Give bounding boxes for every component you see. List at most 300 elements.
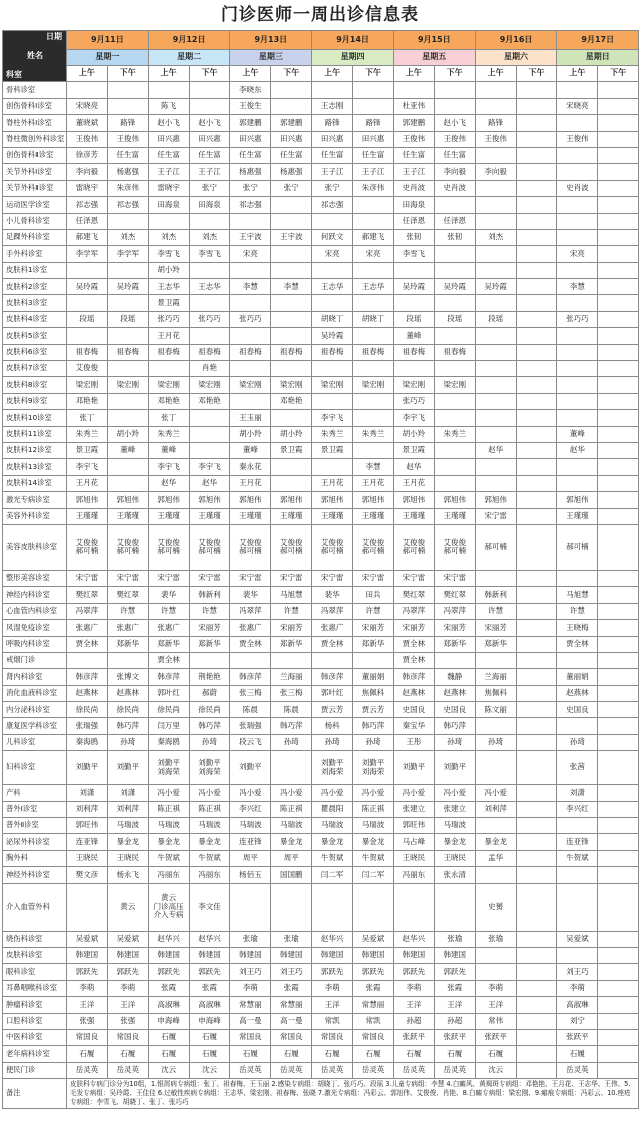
doctor-cell bbox=[475, 82, 516, 98]
doctor-cell: 刘利萍 bbox=[475, 801, 516, 817]
doctor-cell: 王瑾瑾 bbox=[557, 508, 598, 524]
department-cell: 皮肤科4诊室 bbox=[3, 311, 67, 327]
department-cell: 皮肤科1诊室 bbox=[3, 262, 67, 278]
doctor-cell: 董峰 bbox=[393, 328, 434, 344]
doctor-cell bbox=[516, 850, 557, 866]
doctor-cell: 郑新华 bbox=[148, 636, 189, 652]
doctor-cell: 许慧 bbox=[148, 603, 189, 619]
doctor-cell: 刘利萍 bbox=[67, 801, 108, 817]
doctor-cell bbox=[557, 361, 598, 377]
doctor-cell: 冯小爱 bbox=[475, 785, 516, 801]
doctor-cell: 梁宏刚 bbox=[230, 377, 271, 393]
doctor-cell bbox=[312, 262, 353, 278]
notes-text: 皮肤科专病门诊分为10组，1.银屑病专病组：张丁、祖春梅、王玉丽 2.感染专病组：胡晓丁、张巧巧、段瑶 3.儿童专病组：李慧 4.白癜风、黄褐斑专病组：邓艳艳、王月花、王志华、王伟、5.毛发专病组：吴玲霞、王佳佳 6.过敏性疾病专病组：王志华、梁宏刚、祖春梅、张晓 7.激光专病组：冯彩云、郭旭伟、艾俊俊、肖艳、8.白癜专病组：梁宏刚、9.瘢痕专病组：冯彩云、10.痤疮专病组：李雪飞、胡晓丁、张丁、张巧巧 bbox=[67, 1079, 639, 1109]
doctor-cell bbox=[598, 603, 639, 619]
doctor-cell: 任泽恩 bbox=[434, 213, 475, 229]
doctor-cell: 沈云 bbox=[148, 1062, 189, 1078]
doctor-cell: 石履 bbox=[353, 1046, 394, 1062]
doctor-cell: 韩巧萍 bbox=[107, 718, 148, 734]
doctor-cell: 王瑾瑾 bbox=[271, 508, 312, 524]
doctor-cell: 暴金龙 bbox=[312, 834, 353, 850]
doctor-cell bbox=[598, 947, 639, 963]
doctor-cell: 李学军 bbox=[67, 246, 108, 262]
doctor-cell bbox=[516, 147, 557, 163]
table-row bbox=[3, 262, 639, 278]
pm-header: 下午 bbox=[516, 66, 557, 82]
doctor-cell: 宋亮 bbox=[353, 246, 394, 262]
doctor-cell: 王俊伟 bbox=[67, 131, 108, 147]
table-row bbox=[3, 442, 639, 458]
doctor-cell: 贾云芳 bbox=[353, 702, 394, 718]
doctor-cell: 刘杰 bbox=[148, 229, 189, 245]
doctor-cell bbox=[434, 328, 475, 344]
doctor-cell bbox=[516, 508, 557, 524]
doctor-cell: 樊文彦 bbox=[67, 867, 108, 883]
doctor-cell: 田兴惠 bbox=[148, 131, 189, 147]
doctor-cell: 马瑞波 bbox=[312, 818, 353, 834]
department-cell: 戒烟门诊 bbox=[3, 652, 67, 668]
table-row bbox=[3, 603, 639, 619]
doctor-cell: 吴玲霞 bbox=[434, 279, 475, 295]
department-cell: 康复医学科诊室 bbox=[3, 718, 67, 734]
doctor-cell: 马瑞波 bbox=[271, 818, 312, 834]
doctor-cell: 宋晓亮 bbox=[557, 98, 598, 114]
doctor-cell: 闫万里 bbox=[148, 718, 189, 734]
doctor-cell: 陈飞 bbox=[148, 98, 189, 114]
doctor-cell: 李向毅 bbox=[475, 164, 516, 180]
table-row bbox=[3, 213, 639, 229]
doctor-cell: 石履 bbox=[271, 1046, 312, 1062]
doctor-cell bbox=[475, 295, 516, 311]
doctor-cell: 祖春梅 bbox=[393, 344, 434, 360]
doctor-cell: 张瑞强 bbox=[230, 718, 271, 734]
doctor-cell: 杨佰玉 bbox=[230, 867, 271, 883]
doctor-cell: 王晓民 bbox=[67, 850, 108, 866]
doctor-cell bbox=[107, 652, 148, 668]
department-cell: 烧伤科诊室 bbox=[3, 931, 67, 947]
doctor-cell bbox=[67, 82, 108, 98]
doctor-cell bbox=[475, 328, 516, 344]
doctor-cell: 王俊伟 bbox=[434, 131, 475, 147]
doctor-cell: 裴华 bbox=[148, 587, 189, 603]
doctor-cell: 李兴红 bbox=[557, 801, 598, 817]
notes-row bbox=[3, 1079, 639, 1109]
doctor-cell: 朱彦伟 bbox=[107, 180, 148, 196]
doctor-cell: 岳灵英 bbox=[67, 1062, 108, 1078]
doctor-cell: 王洋 bbox=[434, 997, 475, 1013]
doctor-cell: 郭旭伟 bbox=[189, 492, 230, 508]
doctor-cell bbox=[271, 361, 312, 377]
table-row bbox=[3, 850, 639, 866]
doctor-cell bbox=[516, 636, 557, 652]
department-cell: 中医科诊室 bbox=[3, 1029, 67, 1045]
ampm-row bbox=[3, 66, 639, 82]
doctor-cell: 韩彦萍 bbox=[312, 669, 353, 685]
doctor-cell: 徐民尚 bbox=[67, 702, 108, 718]
doctor-cell: 冯翠萍 bbox=[230, 603, 271, 619]
table-row bbox=[3, 393, 639, 409]
doctor-cell bbox=[598, 636, 639, 652]
department-cell: 皮肤科10诊室 bbox=[3, 410, 67, 426]
doctor-cell: 梁宏刚 bbox=[67, 377, 108, 393]
doctor-cell: 常国良 bbox=[353, 1029, 394, 1045]
doctor-cell: 景卫霞 bbox=[67, 442, 108, 458]
weekday-header: 星期六 bbox=[475, 50, 557, 66]
doctor-cell: 刘勤平 bbox=[230, 751, 271, 785]
doctor-cell: 宋宁雷 bbox=[67, 570, 108, 586]
doctor-cell bbox=[557, 393, 598, 409]
doctor-cell: 韩巧萍 bbox=[271, 718, 312, 734]
doctor-cell: 郑新华 bbox=[107, 636, 148, 652]
doctor-cell: 王志华 bbox=[312, 279, 353, 295]
doctor-cell: 王洋 bbox=[393, 997, 434, 1013]
table-row bbox=[3, 1029, 639, 1045]
doctor-cell: 石履 bbox=[148, 1046, 189, 1062]
doctor-cell: 韩建国 bbox=[148, 947, 189, 963]
table-row bbox=[3, 931, 639, 947]
doctor-cell: 赵华兴 bbox=[148, 931, 189, 947]
doctor-cell: 任泽恩 bbox=[393, 213, 434, 229]
doctor-cell bbox=[434, 262, 475, 278]
department-cell: 皮肤科3诊室 bbox=[3, 295, 67, 311]
doctor-cell bbox=[107, 295, 148, 311]
doctor-cell: 邓艳艳 bbox=[67, 393, 108, 409]
doctor-cell: 张瑞强 bbox=[67, 718, 108, 734]
doctor-cell bbox=[598, 213, 639, 229]
doctor-cell: 裴华 bbox=[312, 587, 353, 603]
doctor-cell: 刘勤平 刘海荣 bbox=[148, 751, 189, 785]
doctor-cell: 贾全林 bbox=[312, 636, 353, 652]
doctor-cell: 郭旭伟 bbox=[434, 492, 475, 508]
doctor-cell: 孙琦 bbox=[107, 734, 148, 750]
doctor-cell: 王瑾瑾 bbox=[67, 508, 108, 524]
doctor-cell: 梁宏刚 bbox=[107, 377, 148, 393]
doctor-cell bbox=[516, 180, 557, 196]
date-header: 9月15日 bbox=[393, 31, 475, 50]
department-cell: 皮肤科11诊室 bbox=[3, 426, 67, 442]
department-cell: 口腔科诊室 bbox=[3, 1013, 67, 1029]
doctor-cell bbox=[557, 197, 598, 213]
doctor-cell: 刘杰 bbox=[189, 229, 230, 245]
table-row bbox=[3, 964, 639, 980]
table-row bbox=[3, 702, 639, 718]
doctor-cell bbox=[516, 410, 557, 426]
doctor-cell: 张霞 bbox=[353, 980, 394, 996]
doctor-cell: 任泽恩 bbox=[67, 213, 108, 229]
doctor-cell: 吴爱斌 bbox=[557, 931, 598, 947]
doctor-cell bbox=[393, 82, 434, 98]
doctor-cell: 宋宁雷 bbox=[271, 570, 312, 586]
doctor-cell: 石履 bbox=[107, 1046, 148, 1062]
doctor-cell bbox=[516, 262, 557, 278]
doctor-cell: 贾全林 bbox=[393, 636, 434, 652]
doctor-cell bbox=[598, 229, 639, 245]
doctor-cell: 胡小羚 bbox=[148, 262, 189, 278]
doctor-cell: 任生富 bbox=[107, 147, 148, 163]
doctor-cell: 王月花 bbox=[312, 475, 353, 491]
doctor-cell bbox=[271, 82, 312, 98]
doctor-cell bbox=[475, 197, 516, 213]
weekday-header: 星期五 bbox=[393, 50, 475, 66]
doctor-cell bbox=[393, 361, 434, 377]
doctor-cell: 赵燕林 bbox=[434, 685, 475, 701]
doctor-cell: 樊红翠 bbox=[67, 587, 108, 603]
doctor-cell: 秦永花 bbox=[230, 459, 271, 475]
doctor-cell bbox=[353, 213, 394, 229]
doctor-cell: 胡晓丁 bbox=[312, 311, 353, 327]
doctor-cell bbox=[271, 475, 312, 491]
doctor-cell: 许慧 bbox=[475, 603, 516, 619]
doctor-cell: 朱秀兰 bbox=[434, 426, 475, 442]
doctor-cell bbox=[598, 818, 639, 834]
doctor-cell bbox=[475, 475, 516, 491]
doctor-cell: 郭建鹏 bbox=[230, 115, 271, 131]
doctor-cell: 李慧 bbox=[353, 459, 394, 475]
doctor-cell bbox=[189, 82, 230, 98]
schedule-table bbox=[2, 30, 639, 1109]
doctor-cell bbox=[475, 393, 516, 409]
doctor-cell: 李萌 bbox=[393, 980, 434, 996]
doctor-cell: 暴金龙 bbox=[434, 834, 475, 850]
doctor-cell: 张丁 bbox=[148, 410, 189, 426]
doctor-cell: 王晓民 bbox=[434, 850, 475, 866]
doctor-cell: 张惠广 bbox=[230, 620, 271, 636]
doctor-cell: 王晓民 bbox=[107, 850, 148, 866]
doctor-cell: 冯丽东 bbox=[189, 867, 230, 883]
department-cell: 皮肤科6诊室 bbox=[3, 344, 67, 360]
doctor-cell: 王俊伟 bbox=[557, 131, 598, 147]
doctor-cell: 王月花 bbox=[230, 475, 271, 491]
department-cell: 皮肤科诊室 bbox=[3, 947, 67, 963]
doctor-cell: 李宇飞 bbox=[189, 459, 230, 475]
doctor-cell: 宋晓亮 bbox=[67, 98, 108, 114]
doctor-cell bbox=[598, 669, 639, 685]
pm-header: 下午 bbox=[189, 66, 230, 82]
department-cell: 内分泌科诊室 bbox=[3, 702, 67, 718]
doctor-cell bbox=[271, 652, 312, 668]
doctor-cell: 贾全林 bbox=[393, 652, 434, 668]
doctor-cell: 徐民尚 bbox=[107, 702, 148, 718]
doctor-cell: 张瑜 bbox=[271, 931, 312, 947]
doctor-cell bbox=[598, 850, 639, 866]
doctor-cell bbox=[598, 442, 639, 458]
table-row bbox=[3, 229, 639, 245]
doctor-cell: 张三梅 bbox=[230, 685, 271, 701]
doctor-cell bbox=[516, 931, 557, 947]
doctor-cell: 邓艳艳 bbox=[189, 393, 230, 409]
weekday-header: 星期日 bbox=[557, 50, 639, 66]
doctor-cell bbox=[271, 197, 312, 213]
doctor-cell: 贾全林 bbox=[557, 636, 598, 652]
doctor-cell bbox=[598, 131, 639, 147]
doctor-cell: 郑新华 bbox=[353, 636, 394, 652]
doctor-cell: 闫二军 bbox=[353, 867, 394, 883]
doctor-cell: 张韧 bbox=[393, 229, 434, 245]
department-cell: 心血管内科诊室 bbox=[3, 603, 67, 619]
doctor-cell: 孙琦 bbox=[475, 734, 516, 750]
doctor-cell: 王子江 bbox=[312, 164, 353, 180]
doctor-cell: 孟华 bbox=[475, 850, 516, 866]
doctor-cell bbox=[557, 818, 598, 834]
doctor-cell bbox=[557, 164, 598, 180]
doctor-cell bbox=[557, 718, 598, 734]
doctor-cell bbox=[189, 328, 230, 344]
doctor-cell: 王月花 bbox=[353, 475, 394, 491]
doctor-cell bbox=[434, 246, 475, 262]
doctor-cell: 石履 bbox=[67, 1046, 108, 1062]
doctor-cell: 李慧 bbox=[230, 279, 271, 295]
table-row bbox=[3, 147, 639, 163]
doctor-cell: 常国良 bbox=[67, 1029, 108, 1045]
doctor-cell: 朱秀兰 bbox=[353, 426, 394, 442]
doctor-cell: 马瑞波 bbox=[189, 818, 230, 834]
doctor-cell: 王俊伟 bbox=[475, 131, 516, 147]
doctor-cell bbox=[434, 883, 475, 931]
doctor-cell bbox=[516, 164, 557, 180]
doctor-cell: 郭旭伟 bbox=[271, 492, 312, 508]
doctor-cell: 赵华 bbox=[557, 442, 598, 458]
doctor-cell bbox=[475, 718, 516, 734]
doctor-cell: 韩建国 bbox=[230, 947, 271, 963]
doctor-cell bbox=[557, 947, 598, 963]
doctor-cell: 马瑞波 bbox=[353, 818, 394, 834]
doctor-cell: 郭跃先 bbox=[189, 964, 230, 980]
doctor-cell bbox=[516, 361, 557, 377]
doctor-cell bbox=[516, 1013, 557, 1029]
doctor-cell: 郭旺伟 bbox=[67, 818, 108, 834]
doctor-cell: 李慧 bbox=[557, 279, 598, 295]
doctor-cell: 张博文 bbox=[107, 669, 148, 685]
doctor-cell: 韩彦萍 bbox=[393, 669, 434, 685]
doctor-cell: 韩建国 bbox=[434, 947, 475, 963]
doctor-cell: 常国良 bbox=[107, 1029, 148, 1045]
doctor-cell bbox=[598, 377, 639, 393]
doctor-cell: 冯小爱 bbox=[271, 785, 312, 801]
doctor-cell bbox=[271, 751, 312, 785]
doctor-cell bbox=[107, 475, 148, 491]
doctor-cell: 张韧 bbox=[434, 229, 475, 245]
doctor-cell bbox=[312, 652, 353, 668]
doctor-cell: 秦宝华 bbox=[393, 718, 434, 734]
doctor-cell: 焦佩科 bbox=[353, 685, 394, 701]
doctor-cell bbox=[598, 246, 639, 262]
doctor-cell: 祖春梅 bbox=[107, 344, 148, 360]
doctor-cell bbox=[598, 328, 639, 344]
doctor-cell bbox=[148, 361, 189, 377]
doctor-cell: 郭旭伟 bbox=[557, 492, 598, 508]
department-cell: 美容外科诊室 bbox=[3, 508, 67, 524]
doctor-cell bbox=[516, 964, 557, 980]
doctor-cell: 刘勤平 刘海荣 bbox=[189, 751, 230, 785]
department-cell: 耳鼻咽喉科诊室 bbox=[3, 980, 67, 996]
doctor-cell bbox=[312, 883, 353, 931]
table-row bbox=[3, 883, 639, 931]
doctor-cell: 郭跃先 bbox=[67, 964, 108, 980]
doctor-cell bbox=[353, 295, 394, 311]
table-row bbox=[3, 279, 639, 295]
department-cell: 呼吸内科诊室 bbox=[3, 636, 67, 652]
table-row bbox=[3, 180, 639, 196]
doctor-cell bbox=[557, 377, 598, 393]
doctor-cell: 董峰 bbox=[230, 442, 271, 458]
doctor-cell: 祖春梅 bbox=[189, 344, 230, 360]
doctor-cell bbox=[598, 393, 639, 409]
doctor-cell: 任生富 bbox=[271, 147, 312, 163]
doctor-cell bbox=[557, 82, 598, 98]
doctor-cell bbox=[516, 1062, 557, 1078]
doctor-cell: 张宁 bbox=[189, 180, 230, 196]
doctor-cell bbox=[516, 1046, 557, 1062]
doctor-cell: 郝建飞 bbox=[353, 229, 394, 245]
department-cell: 小儿骨科诊室 bbox=[3, 213, 67, 229]
doctor-cell: 岳灵英 bbox=[393, 1062, 434, 1078]
department-cell: 皮肤科13诊室 bbox=[3, 459, 67, 475]
am-header: 上午 bbox=[312, 66, 353, 82]
doctor-cell: 赵燕林 bbox=[393, 685, 434, 701]
doctor-cell: 王子江 bbox=[393, 164, 434, 180]
doctor-cell bbox=[557, 867, 598, 883]
doctor-cell bbox=[434, 361, 475, 377]
doctor-cell: 刘潇 bbox=[557, 785, 598, 801]
doctor-cell bbox=[271, 410, 312, 426]
doctor-cell: 徐彦芳 bbox=[67, 147, 108, 163]
doctor-cell: 宋亮 bbox=[557, 246, 598, 262]
doctor-cell bbox=[516, 997, 557, 1013]
doctor-cell: 杨永飞 bbox=[107, 867, 148, 883]
doctor-cell bbox=[516, 131, 557, 147]
doctor-cell: 宋丽芳 bbox=[353, 620, 394, 636]
doctor-cell: 史国良 bbox=[393, 702, 434, 718]
doctor-cell: 焦佩科 bbox=[475, 685, 516, 701]
doctor-cell bbox=[598, 344, 639, 360]
doctor-cell bbox=[230, 393, 271, 409]
doctor-cell bbox=[107, 410, 148, 426]
corner-header bbox=[3, 31, 67, 82]
doctor-cell bbox=[353, 883, 394, 931]
doctor-cell bbox=[434, 442, 475, 458]
doctor-cell bbox=[598, 718, 639, 734]
doctor-cell: 韩建国 bbox=[353, 947, 394, 963]
doctor-cell: 韩彦萍 bbox=[148, 669, 189, 685]
doctor-cell: 张惠广 bbox=[107, 620, 148, 636]
doctor-cell: 宋宁雷 bbox=[148, 570, 189, 586]
doctor-cell: 王志华 bbox=[189, 279, 230, 295]
doctor-cell bbox=[271, 459, 312, 475]
department-cell: 神经外科诊室 bbox=[3, 867, 67, 883]
doctor-cell: 周平 bbox=[271, 850, 312, 866]
table-row bbox=[3, 570, 639, 586]
doctor-cell: 祖春梅 bbox=[230, 344, 271, 360]
doctor-cell bbox=[557, 295, 598, 311]
doctor-cell bbox=[557, 115, 598, 131]
doctor-cell: 赵燕林 bbox=[107, 685, 148, 701]
table-row bbox=[3, 669, 639, 685]
doctor-cell bbox=[557, 262, 598, 278]
doctor-cell: 郭跃先 bbox=[353, 964, 394, 980]
doctor-cell: 李向毅 bbox=[434, 164, 475, 180]
doctor-cell: 朱秀兰 bbox=[148, 426, 189, 442]
doctor-cell: 冯小爱 bbox=[353, 785, 394, 801]
doctor-cell bbox=[312, 459, 353, 475]
doctor-cell: 常慧丽 bbox=[271, 997, 312, 1013]
doctor-cell: 王瑾瑾 bbox=[353, 508, 394, 524]
doctor-cell bbox=[107, 459, 148, 475]
doctor-cell bbox=[434, 197, 475, 213]
doctor-cell bbox=[516, 377, 557, 393]
doctor-cell bbox=[598, 197, 639, 213]
doctor-cell bbox=[516, 229, 557, 245]
doctor-cell: 马瑞波 bbox=[230, 818, 271, 834]
